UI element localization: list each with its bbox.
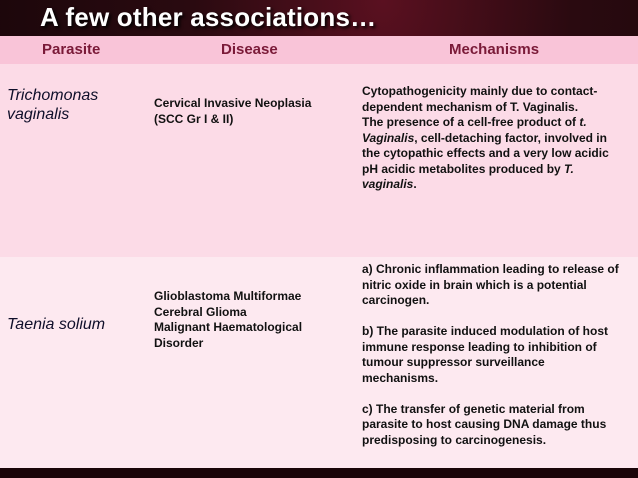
slide-footer bbox=[0, 468, 638, 478]
header-parasite: Parasite bbox=[42, 41, 101, 58]
mechanism-paragraph-b: b) The parasite induced modulation of host immune response leading to inhibition of tumour suppressor surveillance mechanisms. bbox=[362, 324, 609, 385]
table-header-row bbox=[0, 36, 638, 64]
mechanism-line: vaginalis. bbox=[362, 177, 417, 191]
disease-line: Glioblastoma Multiformae bbox=[154, 289, 302, 303]
mechanism-paragraph-c: c) The transfer of genetic material from parasite to host causing DNA damage thus predisposing to carcinogenesis. bbox=[362, 401, 607, 447]
mechanism-line: Cytopathogenicity mainly due to contact- bbox=[362, 84, 598, 98]
disease-cell bbox=[154, 96, 311, 127]
mechanism-cell bbox=[362, 84, 634, 193]
associations-table bbox=[0, 36, 638, 468]
parasite-cell bbox=[7, 86, 98, 124]
table-row bbox=[0, 64, 638, 257]
table-row bbox=[0, 257, 638, 468]
parasite-line: Trichomonas bbox=[7, 87, 99, 104]
disease-line: (SCC Gr I & II) bbox=[154, 111, 234, 126]
mechanism-cell bbox=[362, 262, 634, 448]
disease-line: Cerebral Glioma bbox=[154, 304, 247, 319]
disease-line: Malignant Haematological bbox=[154, 320, 303, 334]
mechanism-line: Vaginalis, cell-detaching factor, involved in bbox=[362, 130, 607, 145]
slide-title: A few other associations… bbox=[40, 2, 377, 32]
disease-line: Cervical Invasive Neoplasia bbox=[154, 96, 312, 110]
mechanism-line: The presence of a cell-free product of t. bbox=[362, 115, 587, 129]
mechanism-line: dependent mechanism of T. Vaginalis. bbox=[362, 99, 579, 114]
mechanism-line: pH acidic metabolites produced by T. bbox=[362, 161, 574, 176]
parasite-line: vaginalis bbox=[7, 106, 70, 123]
disease-cell bbox=[154, 289, 302, 351]
mechanism-paragraph-a: a) Chronic inflammation leading to release of nitric oxide in brain which is a potential carcinogen. bbox=[362, 262, 619, 307]
mechanism-line: the cytopathic effects and a very low acidic bbox=[362, 146, 609, 160]
header-disease: Disease bbox=[221, 41, 278, 58]
disease-line: Disorder bbox=[154, 335, 204, 350]
parasite-cell: Taenia solium bbox=[7, 316, 106, 333]
header-mechanisms: Mechanisms bbox=[449, 41, 540, 58]
